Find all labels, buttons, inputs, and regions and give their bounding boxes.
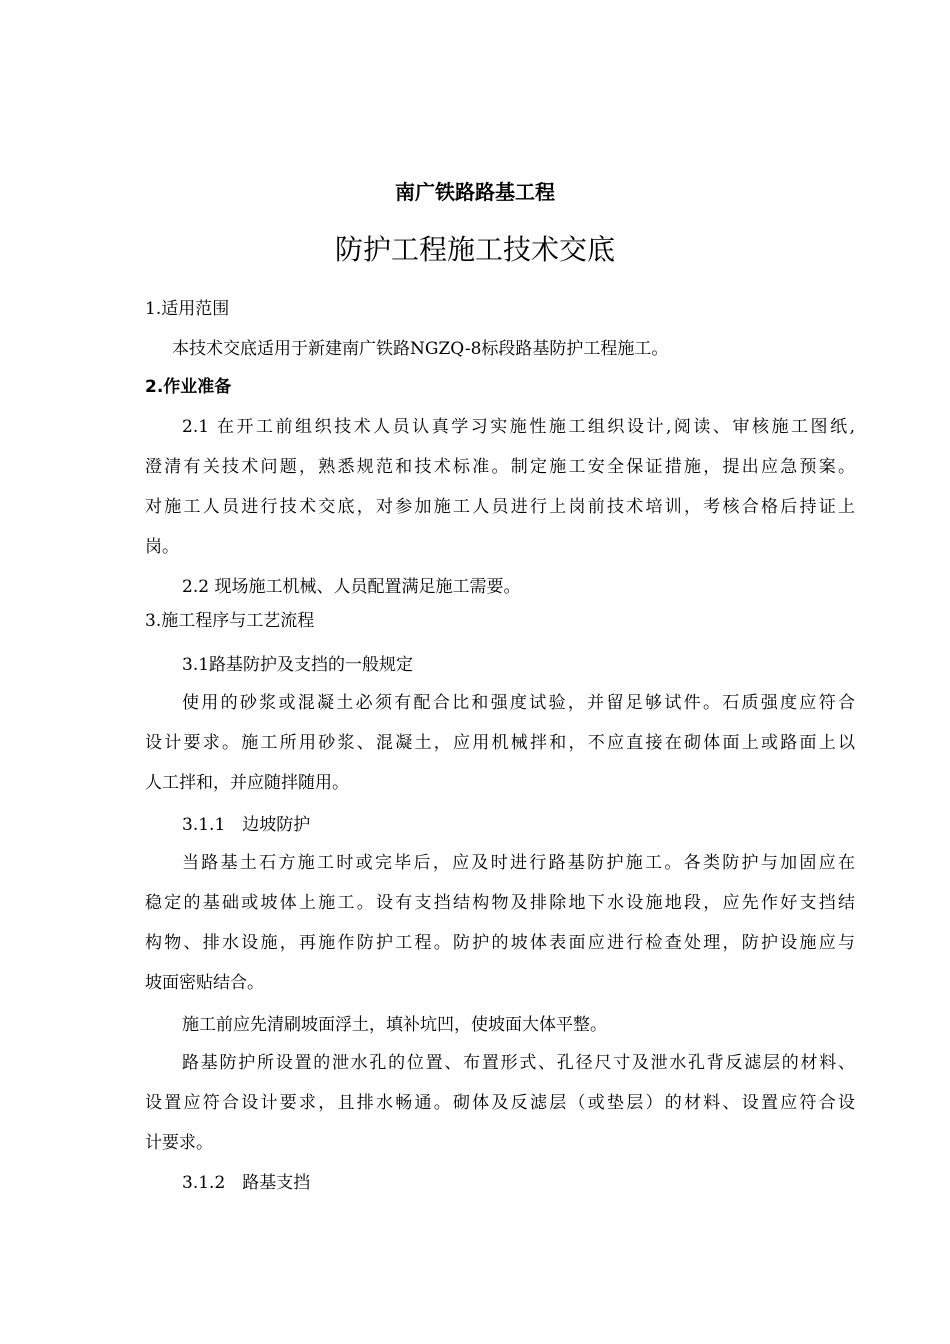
section-3-1-2-heading: 3.1.2 路基支挡	[182, 1173, 311, 1193]
section-2-heading: 2.作业准备	[145, 377, 232, 397]
section-1-heading: 1.适用范围	[145, 299, 230, 319]
section-3-1-1-heading: 3.1.1 边坡防护	[182, 815, 311, 835]
section-3-heading: 3.施工程序与工艺流程	[145, 611, 315, 631]
section-3-1-1-line: 构物、排水设施，再施作防护工程。防护的坡体表面应进行检查处理，防护设施应与	[145, 933, 855, 953]
section-3-1-1-line: 稳定的基础或坡体上施工。设有支挡结构物及排除地下水设施地段，应先作好支挡结	[145, 893, 855, 913]
section-3-1-1-line: 设置应符合设计要求，且排水畅通。砌体及反滤层（或垫层）的材料、设置应符合设	[145, 1093, 855, 1113]
section-3-1-1-line: 路基防护所设置的泄水孔的位置、布置形式、孔径尺寸及泄水孔背反滤层的材料、	[182, 1053, 855, 1073]
section-2-1-line: 澄清有关技术问题，熟悉规范和技术标准。制定施工安全保证措施，提出应急预案。	[145, 457, 855, 477]
section-3-1-1-paragraph: 施工前应先清刷坡面浮土，填补坑凹，使坡面大体平整。	[182, 1015, 607, 1035]
section-2-1-line: 对施工人员进行技术交底，对参加施工人员进行上岗前技术培训，考核合格后持证上	[145, 497, 855, 517]
section-3-1-heading: 3.1路基防护及支挡的一般规定	[182, 655, 414, 675]
section-3-1-1-line: 计要求。	[145, 1133, 213, 1153]
section-3-1-1-line: 当路基土石方施工时或完毕后，应及时进行路基防护施工。各类防护与加固应在	[182, 853, 855, 873]
section-3-1-line: 设计要求。施工所用砂浆、混凝土，应用机械拌和，不应直接在砌体面上或路面上以	[145, 733, 855, 753]
document-subtitle: 南广铁路路基工程	[395, 180, 555, 204]
section-3-1-1-line: 坡面密贴结合。	[145, 973, 264, 993]
section-2-2-text: 2.2 现场施工机械、人员配置满足施工需要。	[182, 577, 521, 597]
section-2-1-line: 2.1 在开工前组织技术人员认真学习实施性施工组织设计,阅读、审核施工图纸,	[182, 417, 855, 437]
section-3-1-line: 人工拌和，并应随拌随用。	[145, 773, 349, 793]
section-2-1-line: 岗。	[145, 537, 179, 557]
section-3-1-line: 使用的砂浆或混凝土必须有配合比和强度试验，并留足够试件。石质强度应符合	[182, 693, 855, 713]
document-title: 防护工程施工技术交底	[334, 233, 615, 266]
section-1-text: 本技术交底适用于新建南广铁路NGZQ-8标段路基防护工程施工。	[172, 339, 669, 359]
